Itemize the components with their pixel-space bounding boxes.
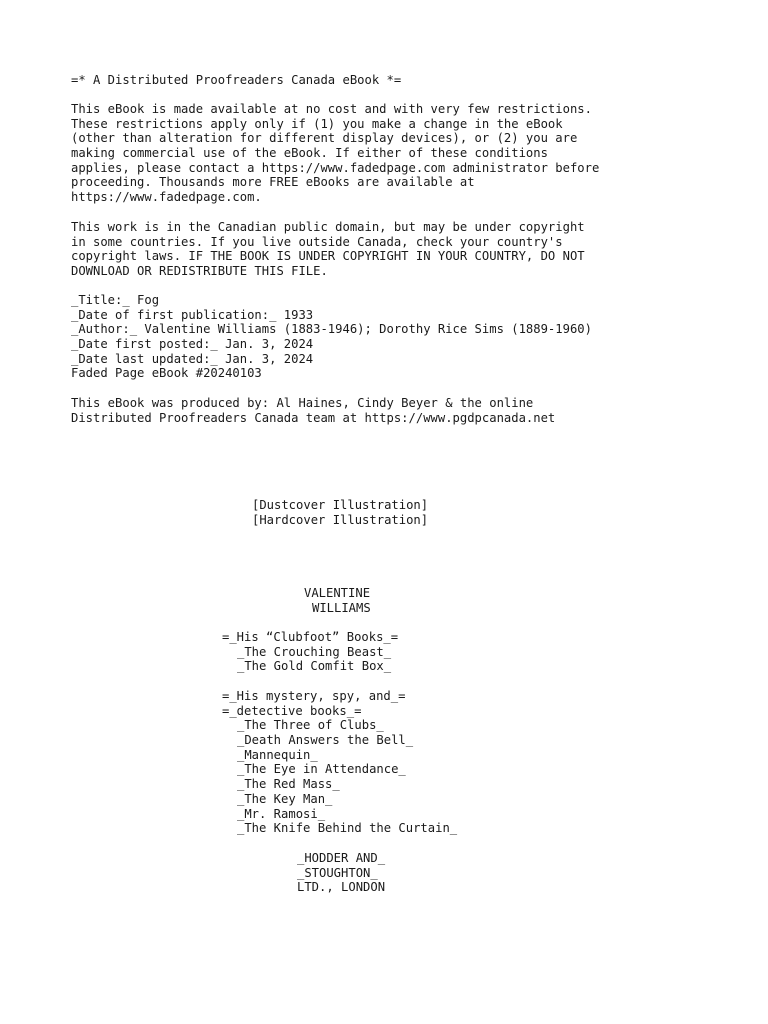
book-title: _Mr. Ramosi_ [237,806,326,821]
publisher-imprint [297,851,385,895]
publisher-line: _STOUGHTON_ [297,865,378,880]
license-line: These restrictions apply only if (1) you make a change in the eBook [71,116,563,131]
section-heading: =_His “Clubfoot” Books_= [222,630,399,644]
credits-line: This eBook was produced by: Al Haines, Cindy Beyer & the online [71,396,534,410]
section-heading: =_His mystery, spy, and_= [222,689,406,703]
copyright-line: copyright laws. IF THE BOOK IS UNDER COPYRIGHT IN YOUR COUNTRY, DO NOT [71,249,585,264]
credits-line: Distributed Proofreaders Canada team at https://www.pgdpcanada.net [71,410,556,425]
book-title: _The Key Man_ [237,791,333,806]
license-line: (other than alteration for different display devices), or (2) you are [71,131,578,146]
author-first-name: VALENTINE [304,586,371,600]
book-title: _The Knife Behind the Curtain_ [237,821,458,836]
book-title: _The Crouching Beast_ [237,644,392,659]
license-line: making commercial use of the eBook. If either of these conditions [71,146,548,161]
hardcover-illustration-label: [Hardcover Illustration] [252,512,429,527]
copyright-line: This work is in the Canadian public domain, but may be under copyright [71,220,585,234]
production-credits [71,396,555,425]
license-line: This eBook is made available at no cost and with very few restrictions. [71,102,592,116]
book-title: _The Gold Comfit Box_ [237,659,392,674]
book-title: _The Red Mass_ [237,777,340,792]
copyright-notice [71,220,585,279]
header-line: =* A Distributed Proofreaders Canada eBook *= [71,73,402,87]
meta-first-posted: _Date first posted:_ Jan. 3, 2024 [71,337,314,352]
book-title: _Mannequin_ [237,747,318,762]
license-line: applies, please contact a https://www.fadedpage.com administrator before [71,160,600,175]
author-name [304,586,371,615]
meta-author: _Author:_ Valentine Williams (1883-1946); Dorothy Rice Sims (1889-1960) [71,322,592,337]
license-line: proceeding. Thousands more FREE eBooks are available at [71,175,475,190]
dustcover-illustration-label: [Dustcover Illustration] [252,498,429,512]
section-heading: =_detective books_= [222,703,362,718]
publisher-line: _HODDER AND_ [297,851,386,865]
mystery-books [222,689,457,836]
meta-ebook-number: Faded Page eBook #20240103 [71,366,262,381]
meta-last-updated: _Date last updated:_ Jan. 3, 2024 [71,351,314,366]
license-line: https://www.fadedpage.com. [71,190,262,205]
meta-first-publication: _Date of first publication:_ 1933 [71,307,314,322]
clubfoot-books [222,630,398,674]
copyright-line: in some countries. If you live outside Canada, check your country's [71,234,563,249]
illustration-placeholders [252,498,428,527]
book-metadata [71,293,592,381]
author-last-name: WILLIAMS [312,600,371,615]
copyright-line: DOWNLOAD OR REDISTRIBUTE THIS FILE. [71,264,328,279]
meta-title: _Title:_ Fog [71,293,160,307]
book-title: _The Eye in Attendance_ [237,762,406,777]
book-title: _Death Answers the Bell_ [237,733,414,748]
publisher-line: LTD., LONDON [297,880,386,895]
book-title: _The Three of Clubs_ [237,718,384,733]
ebook-header [71,73,401,88]
license-notice [71,102,599,205]
